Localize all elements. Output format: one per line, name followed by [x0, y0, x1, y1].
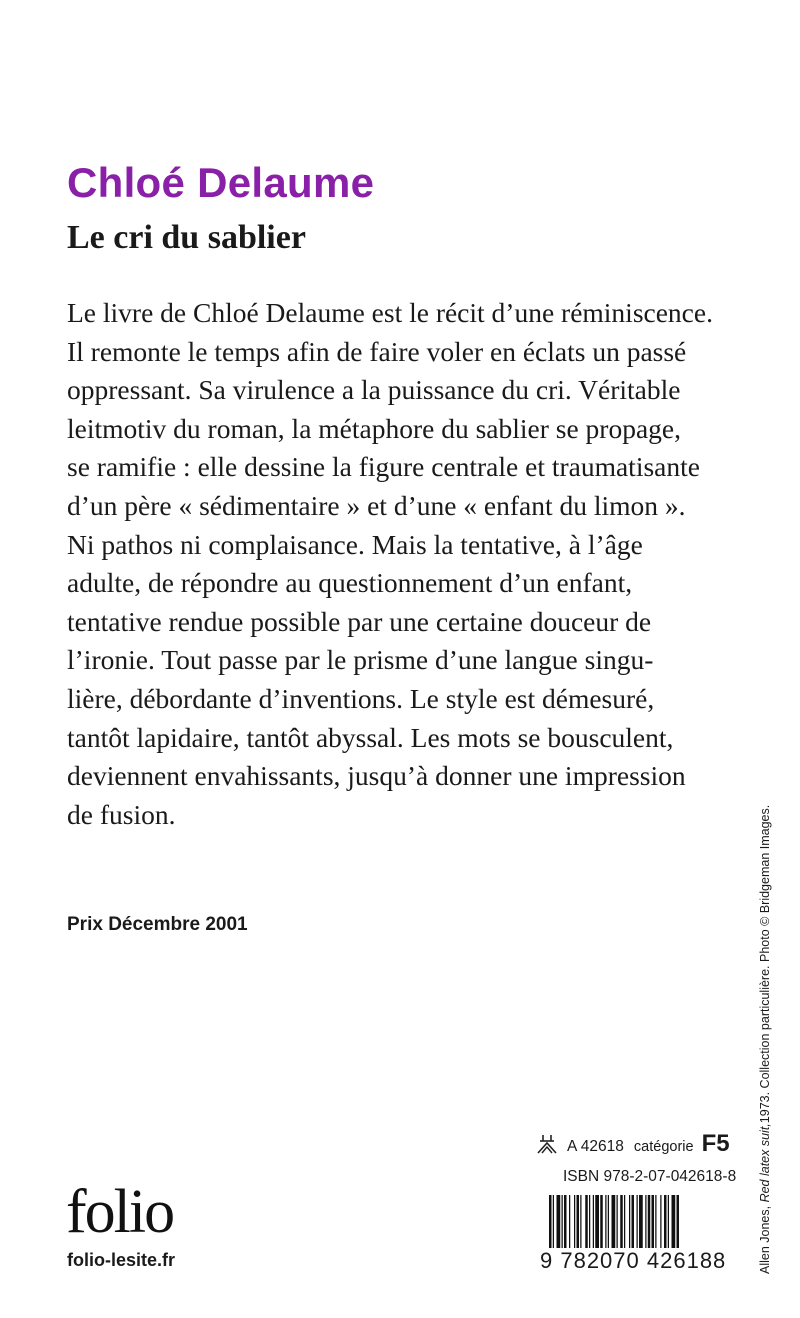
blurb-line: adulte, de répondre au questionnement d’un enfant, — [67, 567, 633, 599]
credit-artist: Allen Jones, — [758, 1202, 772, 1274]
blurb-line: Il remonte le temps afin de faire voler en éclats un passé — [67, 335, 687, 367]
prize-label: Prix Décembre 2001 — [67, 914, 248, 935]
blurb-line: tentative rendue possible par une certaine douceur de — [67, 605, 652, 637]
image-credit — [758, 805, 772, 1274]
blurb-line: de fusion. — [67, 798, 176, 830]
blurb-line: lière, débordante d’inventions. Le style est démesuré, — [67, 682, 655, 714]
credit-rest: 1973. Collection particulière. Photo © Bridgeman Images. — [758, 804, 772, 1124]
isbn: ISBN 978-2-07-042618-8 — [563, 1168, 737, 1185]
category-value: F5 — [701, 1130, 730, 1157]
catalog-row — [535, 1130, 730, 1158]
category-label: catégorie — [633, 1139, 694, 1155]
barcode-number: 9 782070 426188 — [540, 1248, 727, 1273]
book-title: Le cri du sablier — [67, 219, 306, 256]
blurb-line: deviennent envahissants, jusqu’à donner une impression — [67, 760, 686, 792]
back-cover-blurb — [67, 294, 717, 834]
blurb-line: Ni pathos ni complaisance. Mais la tentative, à l’âge — [67, 528, 643, 560]
blurb-line: se ramifie : elle dessine la figure centrale et traumatisante — [67, 451, 700, 483]
folio-logo: folio — [66, 1178, 174, 1246]
credit-artwork: Red latex suit, — [758, 1123, 772, 1203]
blurb-line: leitmotiv du roman, la métaphore du sablier se propage, — [67, 412, 681, 444]
blurb-line: Le livre de Chloé Delaume est le récit d’une réminiscence. — [67, 297, 713, 328]
blurb-line: l’ironie. Tout passe par le prisme d’une langue singu- — [67, 644, 654, 676]
blurb-line: tantôt lapidaire, tantôt abyssal. Les mots se bousculent, — [67, 721, 674, 753]
author-name: Chloé Delaume — [67, 159, 375, 206]
publisher-website: folio-lesite.fr — [67, 1250, 176, 1270]
barcode-digits — [540, 1248, 730, 1274]
blurb-line: d’un père « sédimentaire » et d’une « enfant du limon ». — [67, 489, 686, 521]
gallimard-monogram-icon — [535, 1133, 559, 1155]
blurb-line: oppressant. Sa virulence a la puissance du cri. Véritable — [67, 374, 681, 406]
catalog-code: A 42618 — [567, 1138, 624, 1155]
